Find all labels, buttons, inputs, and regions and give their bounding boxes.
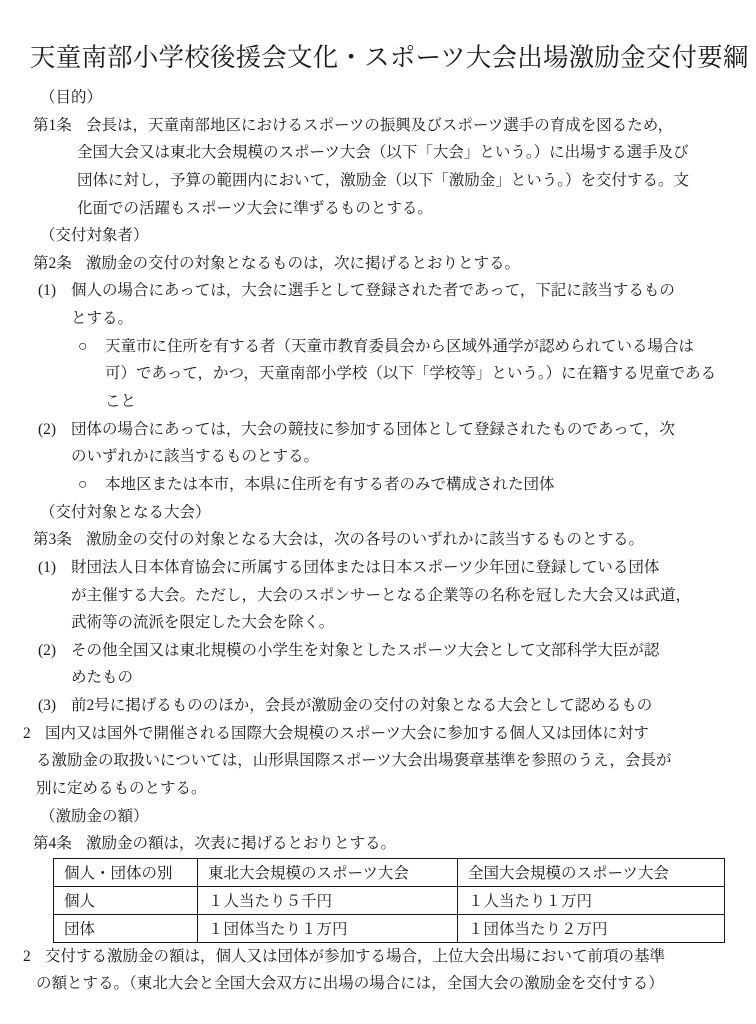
document-line bbox=[0, 443, 756, 471]
circle-bullet: ○ bbox=[78, 475, 88, 493]
line-label: (2) bbox=[38, 641, 57, 659]
line-text: 財団法人日本体育協会に所属する団体または日本スポーツ少年団に登録している団体 bbox=[71, 558, 660, 576]
line-text: （交付対象者） bbox=[40, 227, 149, 245]
line-text: 国内又は国外で開催される国際大会規模のスポーツ大会に参加する個人又は団体に対す bbox=[45, 724, 649, 742]
line-text: の額とする。（東北大会と全国大会双方に出場の場合には，全国大会の激励金を交付する） bbox=[36, 975, 664, 993]
grant-table-row bbox=[54, 886, 725, 914]
document-line bbox=[0, 637, 756, 665]
document-line bbox=[0, 609, 756, 637]
document-line bbox=[0, 526, 756, 554]
line-label: 第1条 bbox=[33, 116, 72, 134]
document-line bbox=[0, 943, 756, 971]
line-label: (2) bbox=[38, 420, 57, 438]
document-line bbox=[0, 803, 756, 831]
document-line bbox=[0, 416, 756, 444]
document-line bbox=[0, 360, 756, 388]
line-text: が主催する大会。ただし，大会のスポンサーとなる企業等の名称を冠した大会又は武道， bbox=[71, 586, 692, 604]
line-text: 全国大会又は東北大会規模のスポーツ大会（以下「大会」という。）に出場する選手及び bbox=[77, 144, 689, 162]
grant-table-header-row bbox=[54, 858, 725, 886]
line-label: 第2条 bbox=[33, 254, 72, 272]
document-line bbox=[0, 222, 756, 250]
line-text: 交付する激励金の額は，個人又は団体が参加する場合，上位大会出場において前項の基準 bbox=[45, 947, 666, 965]
line-text: 化面での活躍もスポーツ大会に準ずるものとする。 bbox=[77, 199, 433, 217]
document-line bbox=[0, 388, 756, 416]
grant-table-cell: １人当たり１万円 bbox=[458, 886, 725, 914]
line-text: 可）であって，かつ，天童南部小学校（以下「学校等」という。）に在籍する児童である bbox=[105, 365, 717, 383]
line-text: 別に定めるものとする。 bbox=[36, 780, 207, 798]
line-text: 団体の場合にあっては，大会の競技に参加する団体として登録されたものであって，次 bbox=[71, 420, 675, 438]
line-text: 個人の場合にあっては，大会に選手として登録された者であって，下記に該当するもの bbox=[71, 282, 675, 300]
document-lines-before-table bbox=[0, 84, 756, 858]
line-label: 2 bbox=[23, 724, 31, 742]
line-text: 会長は，天童南部地区におけるスポーツの振興及びスポーツ選手の育成を図るため， bbox=[86, 116, 674, 134]
document-title: 天童南部小学校後援会文化・スポーツ大会出場激励金交付要綱 bbox=[30, 43, 749, 72]
line-text: とする。 bbox=[71, 310, 134, 328]
line-label: 2 bbox=[23, 947, 31, 965]
line-text: こと bbox=[105, 393, 137, 411]
document-line bbox=[0, 471, 756, 499]
line-text: その他全国又は東北規模の小学生を対象としたスポーツ大会として文部科学大臣が認 bbox=[71, 641, 660, 659]
document-line bbox=[0, 277, 756, 305]
grant-table-header-cell: 個人・団体の別 bbox=[54, 858, 198, 886]
document-line bbox=[0, 499, 756, 527]
line-text: 前2号に掲げるもののほか，会長が激励金の交付の対象となる大会として認めるもの bbox=[71, 697, 653, 715]
line-text: のいずれかに該当するものとする。 bbox=[71, 448, 320, 466]
line-label: (3) bbox=[38, 697, 57, 715]
grant-table-cell: 団体 bbox=[54, 914, 198, 942]
line-text: 天童市に住所を有する者（天童市教育委員会から区域外通学が認められている場合は bbox=[105, 337, 695, 355]
document-line bbox=[0, 84, 756, 112]
document-line bbox=[0, 692, 756, 720]
document-line bbox=[0, 582, 756, 610]
line-text: 団体に対し，予算の範囲内において，激励金（以下「激励金」という。）を交付する。文 bbox=[77, 171, 689, 189]
document-body bbox=[0, 84, 756, 998]
document-line bbox=[0, 333, 756, 361]
line-text: 激励金の額は，次表に掲げるとおりとする。 bbox=[86, 835, 397, 853]
document-line bbox=[0, 112, 756, 140]
grant-table-cell: １団体当たり２万円 bbox=[458, 914, 725, 942]
document-line bbox=[0, 747, 756, 775]
grant-table-row bbox=[54, 914, 725, 942]
line-text: 武術等の流派を限定した大会を除く。 bbox=[71, 614, 335, 632]
document-line bbox=[0, 775, 756, 803]
document-lines-after-table bbox=[0, 943, 756, 998]
line-label: 第4条 bbox=[33, 835, 72, 853]
document-line bbox=[0, 139, 756, 167]
grant-table-cell: １人当たり５千円 bbox=[198, 886, 458, 914]
document-line bbox=[0, 195, 756, 223]
line-text: めたもの bbox=[71, 669, 134, 687]
grant-table-header-cell: 東北大会規模のスポーツ大会 bbox=[198, 858, 458, 886]
document-line bbox=[0, 250, 756, 278]
document-line bbox=[0, 720, 756, 748]
document-line bbox=[0, 664, 756, 692]
line-text: 激励金の交付の対象となる大会は，次の各号のいずれかに該当するものとする。 bbox=[86, 531, 645, 549]
line-text: （激励金の額） bbox=[40, 807, 149, 825]
grant-table-cell: １団体当たり１万円 bbox=[198, 914, 458, 942]
grant-table-header-cell: 全国大会規模のスポーツ大会 bbox=[458, 858, 725, 886]
line-text: る激励金の取扱いについては，山形県国際スポーツ大会出場褒章基準を参照のうえ，会長が bbox=[36, 752, 672, 770]
line-label: (1) bbox=[38, 558, 57, 576]
document-line bbox=[0, 830, 756, 858]
line-text: 本地区または本市，本県に住所を有する者のみで構成された団体 bbox=[105, 475, 555, 493]
circle-bullet: ○ bbox=[78, 337, 88, 355]
line-label: (1) bbox=[38, 282, 57, 300]
document-line bbox=[0, 970, 756, 998]
line-text: 激励金の交付の対象となるものは，次に掲げるとおりとする。 bbox=[86, 254, 521, 272]
document-line bbox=[0, 305, 756, 333]
line-text: （目的） bbox=[40, 89, 103, 106]
line-text: （交付対象となる大会） bbox=[40, 503, 211, 521]
document-line bbox=[0, 554, 756, 582]
line-label: 第3条 bbox=[33, 531, 72, 549]
grant-table-cell: 個人 bbox=[54, 886, 198, 914]
grant-amount-table bbox=[53, 858, 725, 943]
document-line bbox=[0, 167, 756, 195]
